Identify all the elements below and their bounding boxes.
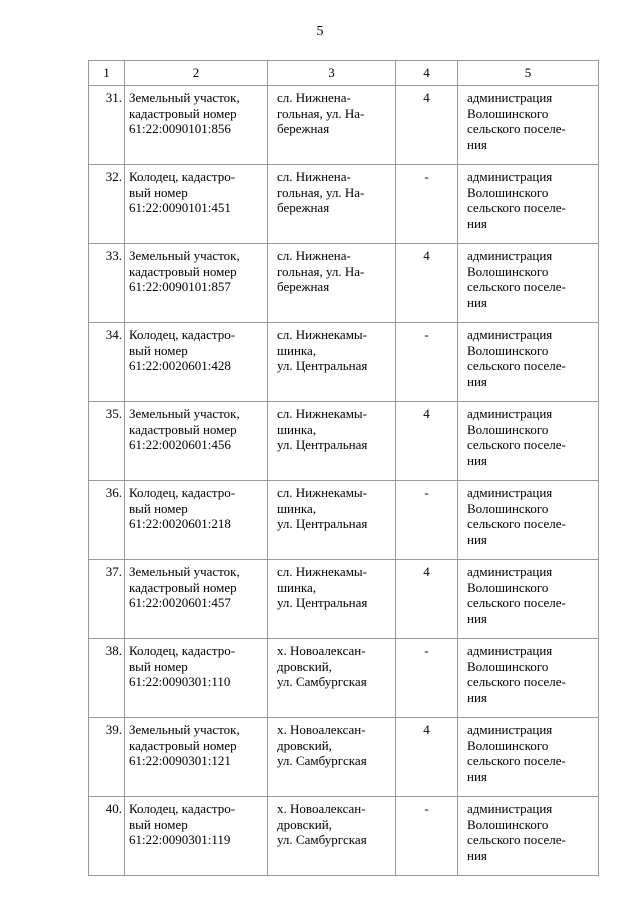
owner-line: Волошинского: [467, 421, 549, 437]
owner-line: администрация: [467, 564, 553, 579]
object-name-line: Колодец, кадастро-: [129, 327, 236, 342]
row-number-cell: 40.: [89, 797, 125, 876]
address-cell: [268, 402, 396, 481]
owner-line: сельского поселе-: [467, 279, 566, 294]
owner-line: администрация: [467, 801, 553, 816]
owner-line: сельского поселе-: [467, 674, 566, 689]
header-cell-5: 5: [458, 61, 599, 86]
object-name-cell: [125, 244, 268, 323]
object-name-cell: [125, 560, 268, 639]
row-number-cell: 36.: [89, 481, 125, 560]
quantity-cell: -: [396, 797, 458, 876]
owner-line: сельского поселе-: [467, 437, 566, 452]
owner-line: Волошинского: [467, 816, 549, 832]
object-name-line: Колодец, кадастро-: [129, 485, 236, 500]
object-name-line: Земельный участок,: [129, 722, 240, 737]
address-cell: [268, 165, 396, 244]
address-line: сл. Нижнена-: [277, 248, 351, 263]
owner-line: сельского поселе-: [467, 516, 566, 531]
owner-line: Волошинского: [467, 500, 549, 516]
quantity-cell: 4: [396, 402, 458, 481]
owner-line: ния: [467, 847, 487, 863]
object-name-cell: [125, 165, 268, 244]
object-name-line: Колодец, кадастро-: [129, 169, 236, 184]
object-name-line: вый номер: [129, 658, 188, 674]
owner-cell: [458, 718, 599, 797]
object-name-line: 61:22:0090101:451: [129, 200, 231, 215]
owner-cell: [458, 165, 599, 244]
object-name-line: 61:22:0020601:456: [129, 437, 231, 452]
object-name-line: Колодец, кадастро-: [129, 643, 236, 658]
object-name-line: Земельный участок,: [129, 406, 240, 421]
header-cell-2: 2: [125, 61, 268, 86]
object-name-line: Земельный участок,: [129, 90, 240, 105]
address-line: гольная, ул. На-: [277, 263, 365, 279]
address-line: сл. Нижнена-: [277, 90, 351, 105]
address-line: сл. Нижнекамы-: [277, 406, 367, 421]
owner-line: администрация: [467, 722, 553, 737]
object-name-line: 61:22:0020601:457: [129, 595, 231, 610]
object-name-cell: [125, 639, 268, 718]
address-line: дровский,: [277, 658, 332, 674]
address-cell: [268, 560, 396, 639]
owner-cell: [458, 402, 599, 481]
object-name-line: Земельный участок,: [129, 248, 240, 263]
row-number-cell: 34.: [89, 323, 125, 402]
owner-line: администрация: [467, 643, 553, 658]
quantity-cell: 4: [396, 244, 458, 323]
owner-line: Волошинского: [467, 658, 549, 674]
owner-line: ния: [467, 215, 487, 231]
owner-line: Волошинского: [467, 342, 549, 358]
owner-line: администрация: [467, 406, 553, 421]
owner-line: администрация: [467, 485, 553, 500]
address-cell: [268, 244, 396, 323]
object-name-line: вый номер: [129, 184, 188, 200]
owner-line: ния: [467, 689, 487, 705]
address-line: сл. Нижнекамы-: [277, 564, 367, 579]
address-line: шинка,: [277, 579, 317, 595]
object-name-line: 61:22:0090101:856: [129, 121, 231, 136]
property-table: [88, 60, 599, 876]
object-name-line: 61:22:0090301:110: [129, 674, 231, 689]
owner-line: Волошинского: [467, 184, 549, 200]
owner-line: сельского поселе-: [467, 121, 566, 136]
object-name-line: кадастровый номер: [129, 105, 237, 121]
quantity-cell: 4: [396, 560, 458, 639]
owner-line: ния: [467, 531, 487, 547]
owner-line: Волошинского: [467, 579, 549, 595]
row-number-cell: 38.: [89, 639, 125, 718]
object-name-line: кадастровый номер: [129, 421, 237, 437]
object-name-line: вый номер: [129, 816, 188, 832]
address-cell: [268, 639, 396, 718]
owner-line: сельского поселе-: [467, 200, 566, 215]
address-cell: [268, 718, 396, 797]
page-number: 5: [316, 24, 324, 39]
header-cell-3: 3: [268, 61, 396, 86]
owner-line: ния: [467, 452, 487, 468]
table-row: [89, 797, 599, 876]
table-row: [89, 560, 599, 639]
object-name-cell: [125, 323, 268, 402]
owner-line: ния: [467, 610, 487, 626]
address-line: шинка,: [277, 421, 317, 437]
address-line: х. Новоалексан-: [277, 643, 366, 658]
table-row: [89, 86, 599, 165]
owner-line: сельского поселе-: [467, 358, 566, 373]
object-name-cell: [125, 402, 268, 481]
address-line: дровский,: [277, 737, 332, 753]
object-name-line: Колодец, кадастро-: [129, 801, 236, 816]
object-name-cell: [125, 797, 268, 876]
object-name-cell: [125, 718, 268, 797]
row-number-cell: 33.: [89, 244, 125, 323]
address-cell: [268, 481, 396, 560]
object-name-cell: [125, 86, 268, 165]
address-line: бережная: [277, 279, 330, 294]
address-line: сл. Нижнекамы-: [277, 327, 367, 342]
table-header-row: [89, 61, 599, 86]
row-number-cell: 37.: [89, 560, 125, 639]
address-line: дровский,: [277, 816, 332, 832]
table-row: [89, 718, 599, 797]
table-row: [89, 639, 599, 718]
quantity-cell: -: [396, 323, 458, 402]
object-name-line: вый номер: [129, 500, 188, 516]
object-name-line: 61:22:0090301:119: [129, 832, 231, 847]
address-line: бережная: [277, 121, 330, 136]
address-line: ул. Центральная: [277, 516, 368, 531]
object-name-line: 61:22:0090101:857: [129, 279, 231, 294]
owner-cell: [458, 86, 599, 165]
owner-line: сельского поселе-: [467, 595, 566, 610]
row-number-cell: 35.: [89, 402, 125, 481]
address-line: шинка,: [277, 500, 317, 516]
owner-line: администрация: [467, 248, 553, 263]
object-name-line: 61:22:0020601:218: [129, 516, 231, 531]
address-line: ул. Центральная: [277, 358, 368, 373]
owner-cell: [458, 481, 599, 560]
address-line: шинка,: [277, 342, 317, 358]
row-number-cell: 31.: [89, 86, 125, 165]
address-line: ул. Центральная: [277, 437, 368, 452]
table-body: [89, 61, 599, 876]
owner-line: администрация: [467, 90, 553, 105]
table-row: [89, 402, 599, 481]
address-line: ул. Самбургская: [277, 832, 367, 847]
table-row: [89, 323, 599, 402]
table-row: [89, 165, 599, 244]
owner-line: Волошинского: [467, 263, 549, 279]
owner-line: ния: [467, 768, 487, 784]
header-cell-4: 4: [396, 61, 458, 86]
object-name-line: кадастровый номер: [129, 737, 237, 753]
address-line: ул. Центральная: [277, 595, 368, 610]
address-line: х. Новоалексан-: [277, 722, 366, 737]
quantity-cell: -: [396, 481, 458, 560]
quantity-cell: 4: [396, 86, 458, 165]
quantity-cell: -: [396, 639, 458, 718]
table-row: [89, 481, 599, 560]
address-line: ул. Самбургская: [277, 674, 367, 689]
header-cell-1: 1: [89, 61, 125, 86]
object-name-line: 61:22:0090301:121: [129, 753, 231, 768]
address-line: гольная, ул. На-: [277, 105, 365, 121]
address-cell: [268, 797, 396, 876]
owner-line: сельского поселе-: [467, 832, 566, 847]
owner-cell: [458, 323, 599, 402]
address-line: бережная: [277, 200, 330, 215]
quantity-cell: 4: [396, 718, 458, 797]
owner-cell: [458, 797, 599, 876]
owner-line: сельского поселе-: [467, 753, 566, 768]
owner-cell: [458, 560, 599, 639]
object-name-line: Земельный участок,: [129, 564, 240, 579]
owner-line: ния: [467, 373, 487, 389]
table-row: [89, 244, 599, 323]
quantity-cell: -: [396, 165, 458, 244]
address-cell: [268, 323, 396, 402]
object-name-cell: [125, 481, 268, 560]
owner-cell: [458, 244, 599, 323]
address-line: гольная, ул. На-: [277, 184, 365, 200]
address-line: х. Новоалексан-: [277, 801, 366, 816]
owner-cell: [458, 639, 599, 718]
owner-line: администрация: [467, 327, 553, 342]
owner-line: администрация: [467, 169, 553, 184]
owner-line: Волошинского: [467, 737, 549, 753]
owner-line: ния: [467, 294, 487, 310]
address-line: сл. Нижнекамы-: [277, 485, 367, 500]
address-line: ул. Самбургская: [277, 753, 367, 768]
address-cell: [268, 86, 396, 165]
object-name-line: вый номер: [129, 342, 188, 358]
owner-line: Волошинского: [467, 105, 549, 121]
object-name-line: кадастровый номер: [129, 263, 237, 279]
row-number-cell: 32.: [89, 165, 125, 244]
address-line: сл. Нижнена-: [277, 169, 351, 184]
object-name-line: 61:22:0020601:428: [129, 358, 231, 373]
row-number-cell: 39.: [89, 718, 125, 797]
owner-line: ния: [467, 136, 487, 152]
object-name-line: кадастровый номер: [129, 579, 237, 595]
